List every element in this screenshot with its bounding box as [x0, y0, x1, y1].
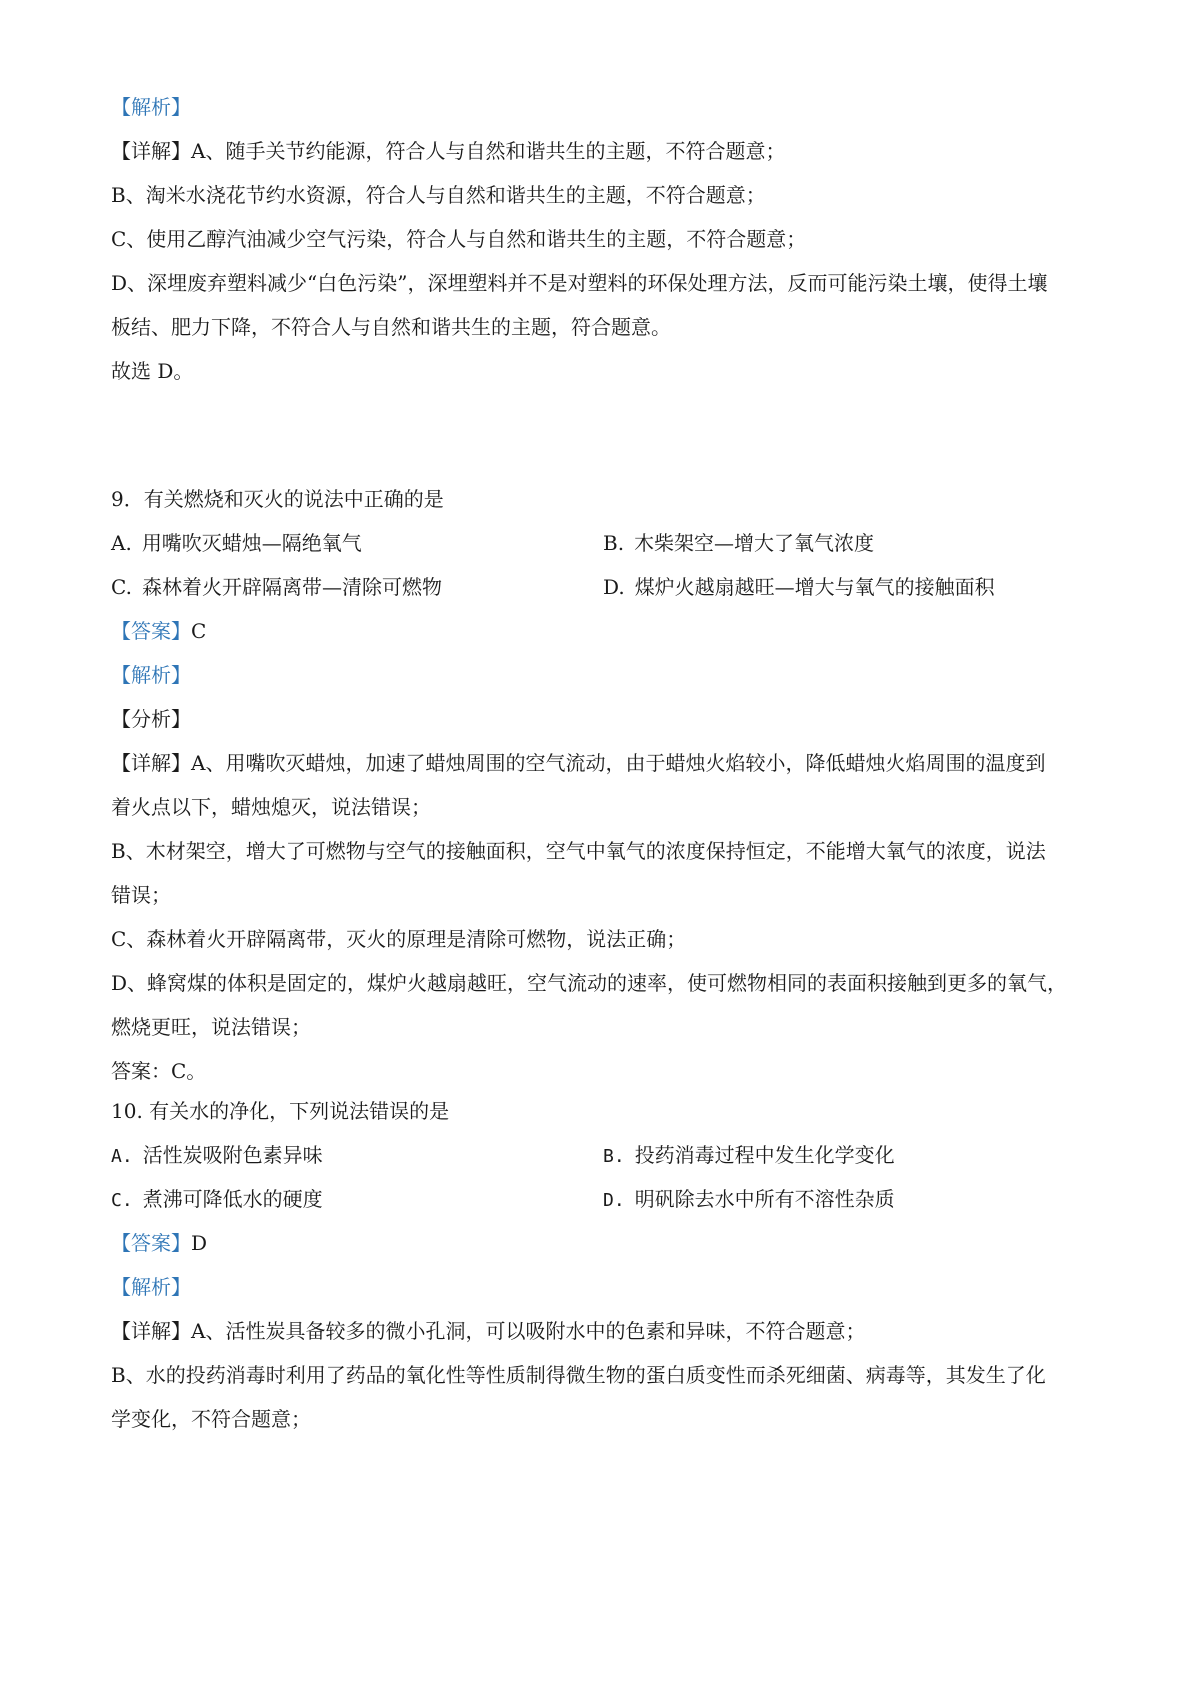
- detail-line-8b: B、淘米水浇花节约水资源，符合人与自然和谐共生的主题，不符合题意；: [111, 183, 766, 207]
- answer-value: C: [191, 619, 207, 643]
- option-text: 煤炉火越扇越旺—增大与氧气的接触面积: [634, 575, 995, 599]
- q9-option-d: [603, 574, 995, 600]
- detail-text: A、活性炭具备较多的微小孔洞，可以吸附水中的色素和异味，不符合题意；: [191, 1319, 866, 1343]
- option-letter: C.: [111, 1190, 133, 1211]
- q9-option-c: [111, 574, 442, 600]
- q9-detail-line-a: [111, 750, 1101, 776]
- q9-detail-line-b: 着火点以下，蜡烛熄灭，说法错误；: [111, 795, 431, 819]
- detail-line-8e: 板结、肥力下降，不符合人与自然和谐共生的主题，符合题意。: [111, 315, 671, 339]
- question-9-stem: 9．有关燃烧和灭火的说法中正确的是: [111, 487, 444, 511]
- q9-detail-line-d: 错误；: [111, 883, 171, 907]
- analysis-heading-8: [111, 94, 1101, 120]
- answer-tag: 【答案】: [111, 619, 191, 643]
- analysis-tag: 【解析】: [111, 1275, 191, 1299]
- q10-detail-line-c: 学变化，不符合题意；: [111, 1407, 311, 1431]
- q9-conclusion: 答案：C。: [111, 1059, 207, 1083]
- q10-option-d: [603, 1186, 895, 1214]
- q9-detail-line-g: 燃烧更旺，说法错误；: [111, 1015, 311, 1039]
- detail-tag: 【详解】: [111, 1319, 191, 1343]
- detail-text: A、随手关节约能源，符合人与自然和谐共生的主题，不符合题意；: [191, 139, 786, 163]
- answer-value: D: [191, 1231, 208, 1255]
- option-text: 煮沸可降低水的硬度: [142, 1187, 323, 1211]
- answer-tag: 【答案】: [111, 1231, 191, 1255]
- option-text: 明矾除去水中所有不溶性杂质: [634, 1187, 895, 1211]
- option-text: 用嘴吹灭蜡烛—隔绝氧气: [141, 531, 362, 555]
- option-letter: C.: [111, 575, 132, 599]
- question-10-stem: 10. 有关水的净化，下列说法错误的是: [111, 1099, 450, 1123]
- option-letter: A.: [111, 531, 132, 555]
- q9-option-a: [111, 530, 362, 556]
- option-text: 森林着火开辟隔离带—清除可燃物: [141, 575, 442, 599]
- conclusion-8: 故选 D。: [111, 359, 194, 383]
- q10-option-c: [111, 1186, 323, 1214]
- q10-answer: [111, 1230, 1101, 1256]
- detail-tag: 【详解】: [111, 751, 191, 775]
- option-letter: B.: [603, 1146, 625, 1167]
- q10-detail-line-a: [111, 1318, 1101, 1344]
- detail-line-8a: [111, 138, 1101, 164]
- q9-option-b: [603, 530, 874, 556]
- q10-option-a: [111, 1142, 323, 1170]
- option-letter: A.: [111, 1146, 133, 1167]
- option-letter: B.: [603, 531, 625, 555]
- option-letter: D.: [603, 1190, 625, 1211]
- detail-line-8d: D、深埋废弃塑料减少“白色污染”，深埋塑料并不是对塑料的环保处理方法，反而可能污染土壤，使得土壤: [111, 271, 1048, 295]
- q10-option-b: [603, 1142, 895, 1170]
- q9-detail-line-e: C、森林着火开辟隔离带，灭火的原理是清除可燃物，说法正确；: [111, 927, 687, 951]
- q9-detail-line-f: D、蜂窝煤的体积是固定的，煤炉火越扇越旺，空气流动的速率，使可燃物相同的表面积接触到更多的氧气，: [111, 971, 1068, 995]
- analysis-tag: 【解析】: [111, 95, 191, 119]
- detail-tag: 【详解】: [111, 139, 191, 163]
- q10-detail-line-b: B、水的投药消毒时利用了药品的氧化性等性质制得微生物的蛋白质变性而杀死细菌、病毒等，其发生了化: [111, 1363, 1046, 1387]
- option-letter: D.: [603, 575, 625, 599]
- q9-analysis-heading: [111, 662, 1101, 688]
- option-text: 活性炭吸附色素异味: [142, 1143, 323, 1167]
- detail-text: A、用嘴吹灭蜡烛，加速了蜡烛周围的空气流动，由于蜡烛火焰较小，降低蜡烛火焰周围的温度到: [191, 751, 1046, 775]
- q9-answer: [111, 618, 1101, 644]
- detail-line-8c: C、使用乙醇汽油减少空气污染，符合人与自然和谐共生的主题，不符合题意；: [111, 227, 807, 251]
- q10-analysis-heading: [111, 1274, 1101, 1300]
- q9-fenxi-heading: 【分析】: [111, 707, 191, 731]
- analysis-tag: 【解析】: [111, 663, 191, 687]
- q9-detail-line-c: B、木材架空，增大了可燃物与空气的接触面积，空气中氧气的浓度保持恒定，不能增大氧气的浓度，说法: [111, 839, 1046, 863]
- option-text: 木柴架空—增大了氧气浓度: [634, 531, 875, 555]
- option-text: 投药消毒过程中发生化学变化: [634, 1143, 895, 1167]
